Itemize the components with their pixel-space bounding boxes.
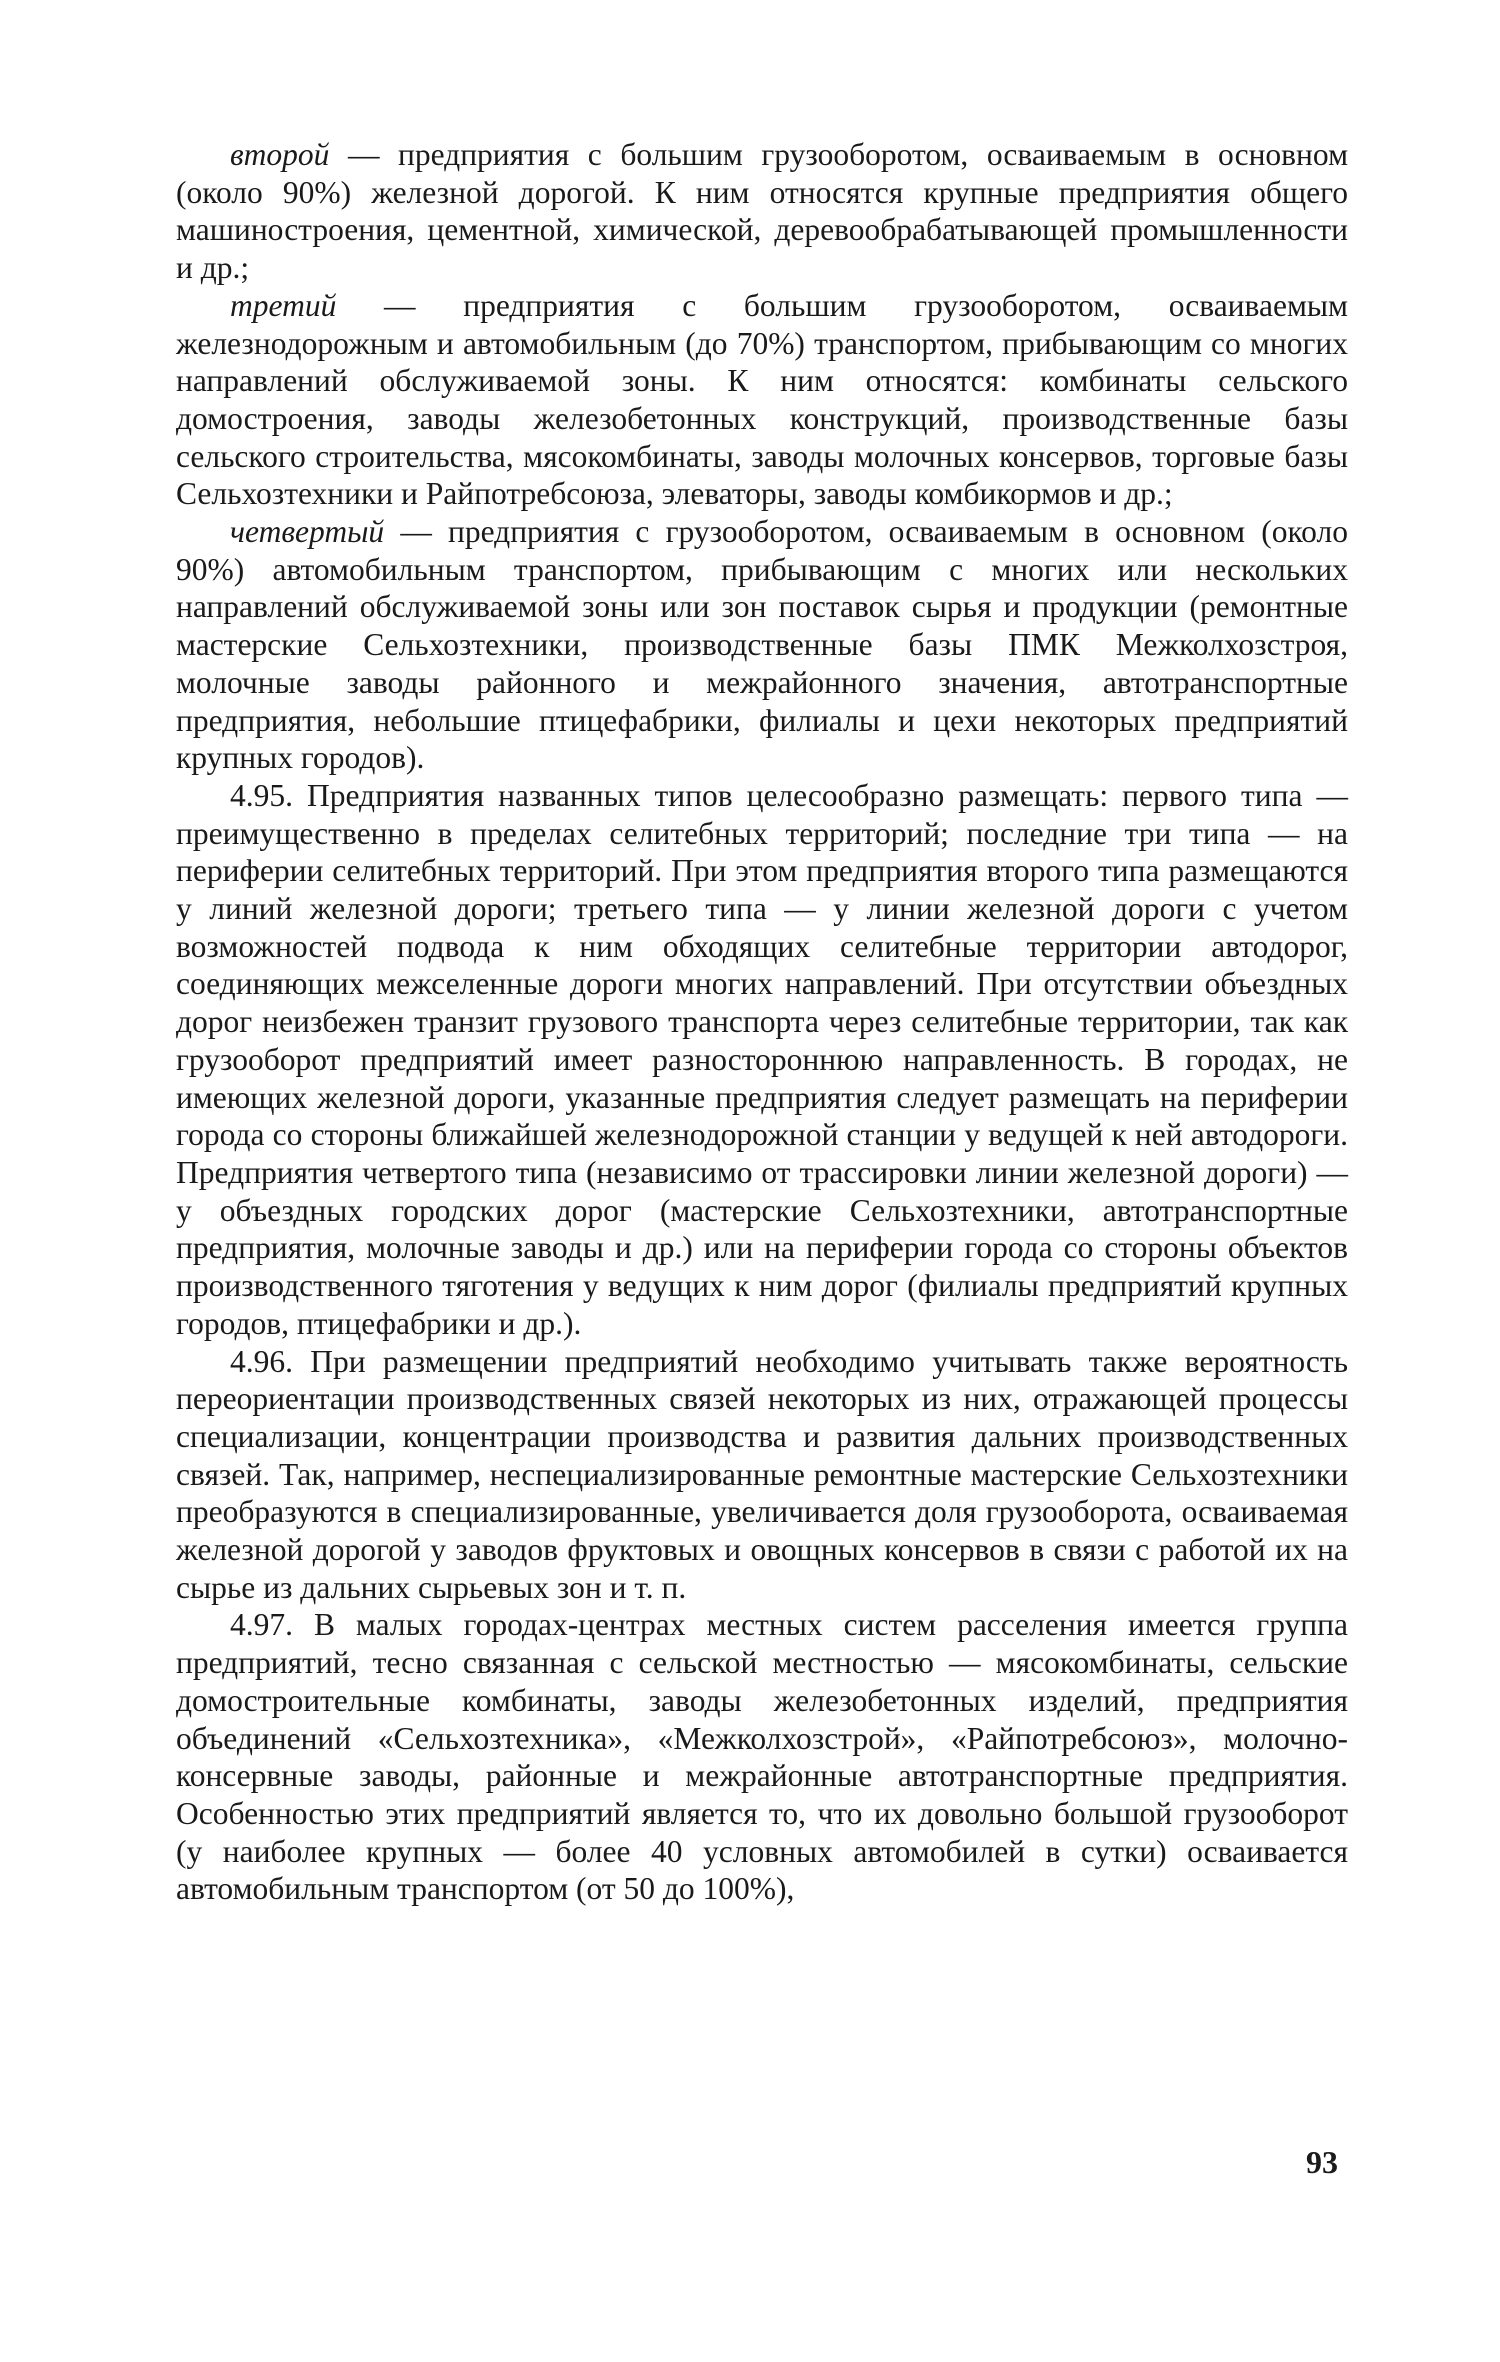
paragraph-type-fourth bbox=[176, 513, 1348, 777]
document-page bbox=[176, 136, 1348, 2236]
paragraph-type-second bbox=[176, 136, 1348, 287]
paragraph-4-97 bbox=[176, 1606, 1348, 1908]
paragraph-4-96 bbox=[176, 1343, 1348, 1607]
paragraph-text: 4.95. Предприятия названных типов целесообразно размещать: первого типа — преимущественно в пределах селитебных территорий; последние три типа — на периферии селитебных территорий. При этом предприятия второго типа размещаются у линий железной дороги; третьего типа — у линии железной дороги с учетом возможностей подвода к ним обходящих селитебные территории автодорог, соединяющих межселенные дороги многих направлений. При отсутствии объездных дорог неизбежен транзит грузового транспорта через селитебные территории, так как грузооборот предприятий имеет разностороннюю направленность. В городах, не имеющих железной дороги, указанные предприятия следует размещать на периферии города со стороны ближайшей железнодорожной станции у ведущей к ней автодороги. Предприятия четвертого типа (независимо от трассировки линии железной дороги) — у объездных городских дорог (мастерские Сельхозтехники, автотранспортные предприятия, молочные заводы и др.) или на периферии города со стороны объектов производственного тяготения у ведущих к ним дорог (филиалы предприятий крупных городов, птицефабрики и др.). bbox=[176, 777, 1348, 1341]
paragraph-type-third bbox=[176, 287, 1348, 513]
paragraph-lead: третий bbox=[230, 287, 337, 323]
paragraph-text: — предприятия с большим грузооборотом, осваиваемым в основном (около 90%) железной дорогой. К ним относятся крупные предприятия общего машиностроения, цементной, химической, деревообрабатывающей промышленности и др.; bbox=[176, 137, 1348, 286]
body-text bbox=[176, 136, 1348, 1908]
paragraph-text: — предприятия с грузооборотом, осваиваемым в основном (около 90%) автомобильным транспортом, прибывающим с многих или нескольких направлений обслуживаемой зоны или зон поставок сырья и продукции (ремонтные мастерские Сельхозтехники, производственные базы ПМК Межколхозстроя, молочные заводы районного и межрайонного значения, автотранспортные предприятия, небольшие птицефабрики, филиалы и цехи некоторых предприятий крупных городов). bbox=[176, 514, 1348, 776]
paragraph-text: 4.96. При размещении предприятий необходимо учитывать также вероятность переориентации производственных связей некоторых из них, отражающей процессы специализации, концентрации производства и развития дальних производственных связей. Так, например, неспециализированные ремонтные мастерские Сельхозтехники преобразуются в специализированные, увеличивается доля грузооборота, осваиваемая железной дорогой у заводов фруктовых и овощных консервов в связи с работой их на сырье из дальних сырьевых зон и т. п. bbox=[176, 1343, 1348, 1605]
paragraph-4-95 bbox=[176, 777, 1348, 1343]
paragraph-lead: второй bbox=[230, 137, 330, 172]
paragraph-lead: четвертый bbox=[230, 514, 385, 550]
page-number: 93 bbox=[1306, 2144, 1338, 2180]
paragraph-text: 4.97. В малых городах-центрах местных систем расселения имеется группа предприятий, тесно связанная с сельской местностью — мясокомбинаты, сельские домостроительные комбинаты, заводы железобетонных изделий, предприятия объединений «Сельхозтехника», «Межколхозстрой», «Райпотребсоюз», молочно-консервные заводы, районные и межрайонные автотранспортные предприятия. Особенностью этих предприятий является то, что их довольно большой грузооборот (у наиболее крупных — более 40 условных автомобилей в сутки) осваивается автомобильным транспортом (от 50 до 100%), bbox=[176, 1607, 1348, 1907]
paragraph-text: — предприятия с большим грузооборотом, осваиваемым железнодорожным и автомобильным (до 70%) транспортом, прибывающим со многих направлений обслуживаемой зоны. К ним относятся: комбинаты сельского домостроения, заводы железобетонных конструкций, производственные базы сельского строительства, мясокомбинаты, заводы молочных консервов, торговые базы Сельхозтехники и Райпотребсоюза, элеваторы, заводы комбикормов и др.; bbox=[176, 287, 1348, 512]
